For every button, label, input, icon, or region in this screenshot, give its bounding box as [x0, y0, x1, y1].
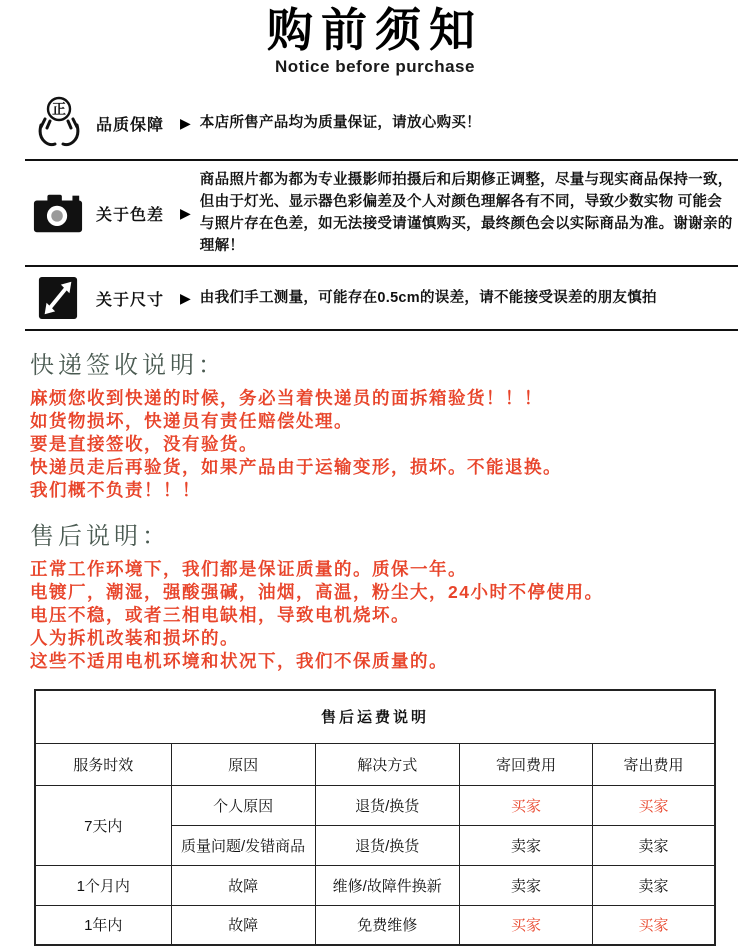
svg-text:正: 正	[52, 102, 66, 118]
cell-send-fee: 买家	[593, 785, 715, 825]
notice-label-quality: 品质保障	[96, 116, 165, 134]
cell-reason: 故障	[171, 905, 315, 945]
cell-reason: 故障	[171, 865, 315, 905]
delivery-line: 快递员走后再验货，如果产品由于运输变形，损坏。不能退换。	[30, 457, 562, 477]
cell-service-time: 7天内	[35, 785, 171, 865]
arrow-bullet-icon: ▶	[180, 114, 191, 131]
freight-table	[34, 689, 716, 946]
cell-service-time: 1个月内	[35, 865, 171, 905]
notice-list	[0, 87, 750, 331]
table-header-row	[35, 743, 715, 785]
notice-label-size: 关于尺寸	[96, 291, 165, 309]
notice-label-color: 关于色差	[96, 206, 165, 224]
notice-row-size	[0, 267, 750, 329]
aftersale-section	[30, 516, 750, 673]
measure-icon	[30, 275, 86, 321]
freight-table-title: 售后运费说明	[35, 690, 715, 743]
aftersale-line: 电镀厂，潮湿，强酸强碱，油烟，高温，粉尘大，24小时不停使用。	[30, 582, 604, 602]
cell-return-fee: 买家	[459, 905, 592, 945]
delivery-line: 要是直接签收，没有验货。	[30, 434, 258, 454]
arrow-bullet-icon: ▶	[180, 289, 191, 306]
table-title-row	[35, 690, 715, 743]
notice-body-size	[180, 287, 736, 309]
header-solution: 解决方式	[315, 743, 459, 785]
page-header	[0, 0, 750, 77]
separator-line	[25, 329, 738, 331]
delivery-line: 麻烦您收到快递的时候，务必当着快递员的面拆箱验货！！！	[30, 388, 543, 408]
aftersale-section-heading: 售后说明：	[30, 523, 170, 550]
notice-text-color: 商品照片都为都为专业摄影师拍摄后和后期修正调整，尽量与现实商品保持一致，但由于灯光、显示器色彩偏差及个人对颜色理解各有不同，导致少数实物 可能会与照片存在色差，如无法接受请谨慎购买，最终颜色会以实际商品为准。谢谢亲的理解！	[199, 172, 733, 254]
cell-send-fee: 卖家	[593, 825, 715, 865]
page-title: 购前须知	[267, 4, 483, 56]
cell-solution: 退货/换货	[315, 825, 459, 865]
cell-solution: 免费维修	[315, 905, 459, 945]
aftersale-line: 电压不稳，或者三相电缺相，导致电机烧坏。	[30, 605, 410, 625]
cell-send-fee: 卖家	[593, 865, 715, 905]
notice-row-color	[0, 161, 750, 265]
arrow-bullet-icon: ▶	[180, 204, 191, 221]
cell-send-fee: 买家	[593, 905, 715, 945]
cell-reason: 个人原因	[171, 785, 315, 825]
delivery-signoff-section	[30, 345, 750, 502]
cell-return-fee: 卖家	[459, 865, 592, 905]
notice-body-quality	[180, 112, 736, 134]
cell-solution: 维修/故障件换新	[315, 865, 459, 905]
delivery-section-heading: 快递签收说明：	[30, 352, 226, 379]
table-row	[35, 865, 715, 905]
notice-text-quality: 本店所售产品均为质量保证，请放心购买！	[199, 115, 481, 131]
notice-body-color	[180, 169, 736, 257]
cell-return-fee: 卖家	[459, 825, 592, 865]
notice-row-quality	[0, 87, 750, 159]
table-row	[35, 905, 715, 945]
delivery-line: 我们概不负责！！！	[30, 480, 201, 500]
cell-reason: 质量问题/发错商品	[171, 825, 315, 865]
table-row	[35, 785, 715, 825]
delivery-line: 如货物损坏，快递员有责任赔偿处理。	[30, 411, 353, 431]
aftersale-line: 正常工作环境下，我们都是保证质量的。质保一年。	[30, 559, 467, 579]
header-return-fee: 寄回费用	[459, 743, 592, 785]
header-service-time: 服务时效	[35, 743, 171, 785]
aftersale-line: 这些不适用电机环境和状况下，我们不保质量的。	[30, 651, 448, 671]
camera-icon	[30, 191, 86, 235]
cell-solution: 退货/换货	[315, 785, 459, 825]
page-subtitle: Notice before purchase	[275, 57, 475, 76]
aftersale-line: 人为拆机改装和损坏的。	[30, 628, 239, 648]
notice-text-size: 由我们手工测量，可能存在0.5cm的误差，请不能接受误差的朋友慎拍	[199, 290, 657, 306]
cell-return-fee: 买家	[459, 785, 592, 825]
cell-service-time: 1年内	[35, 905, 171, 945]
header-reason: 原因	[171, 743, 315, 785]
header-send-fee: 寄出费用	[593, 743, 715, 785]
quality-guarantee-icon	[30, 95, 86, 151]
